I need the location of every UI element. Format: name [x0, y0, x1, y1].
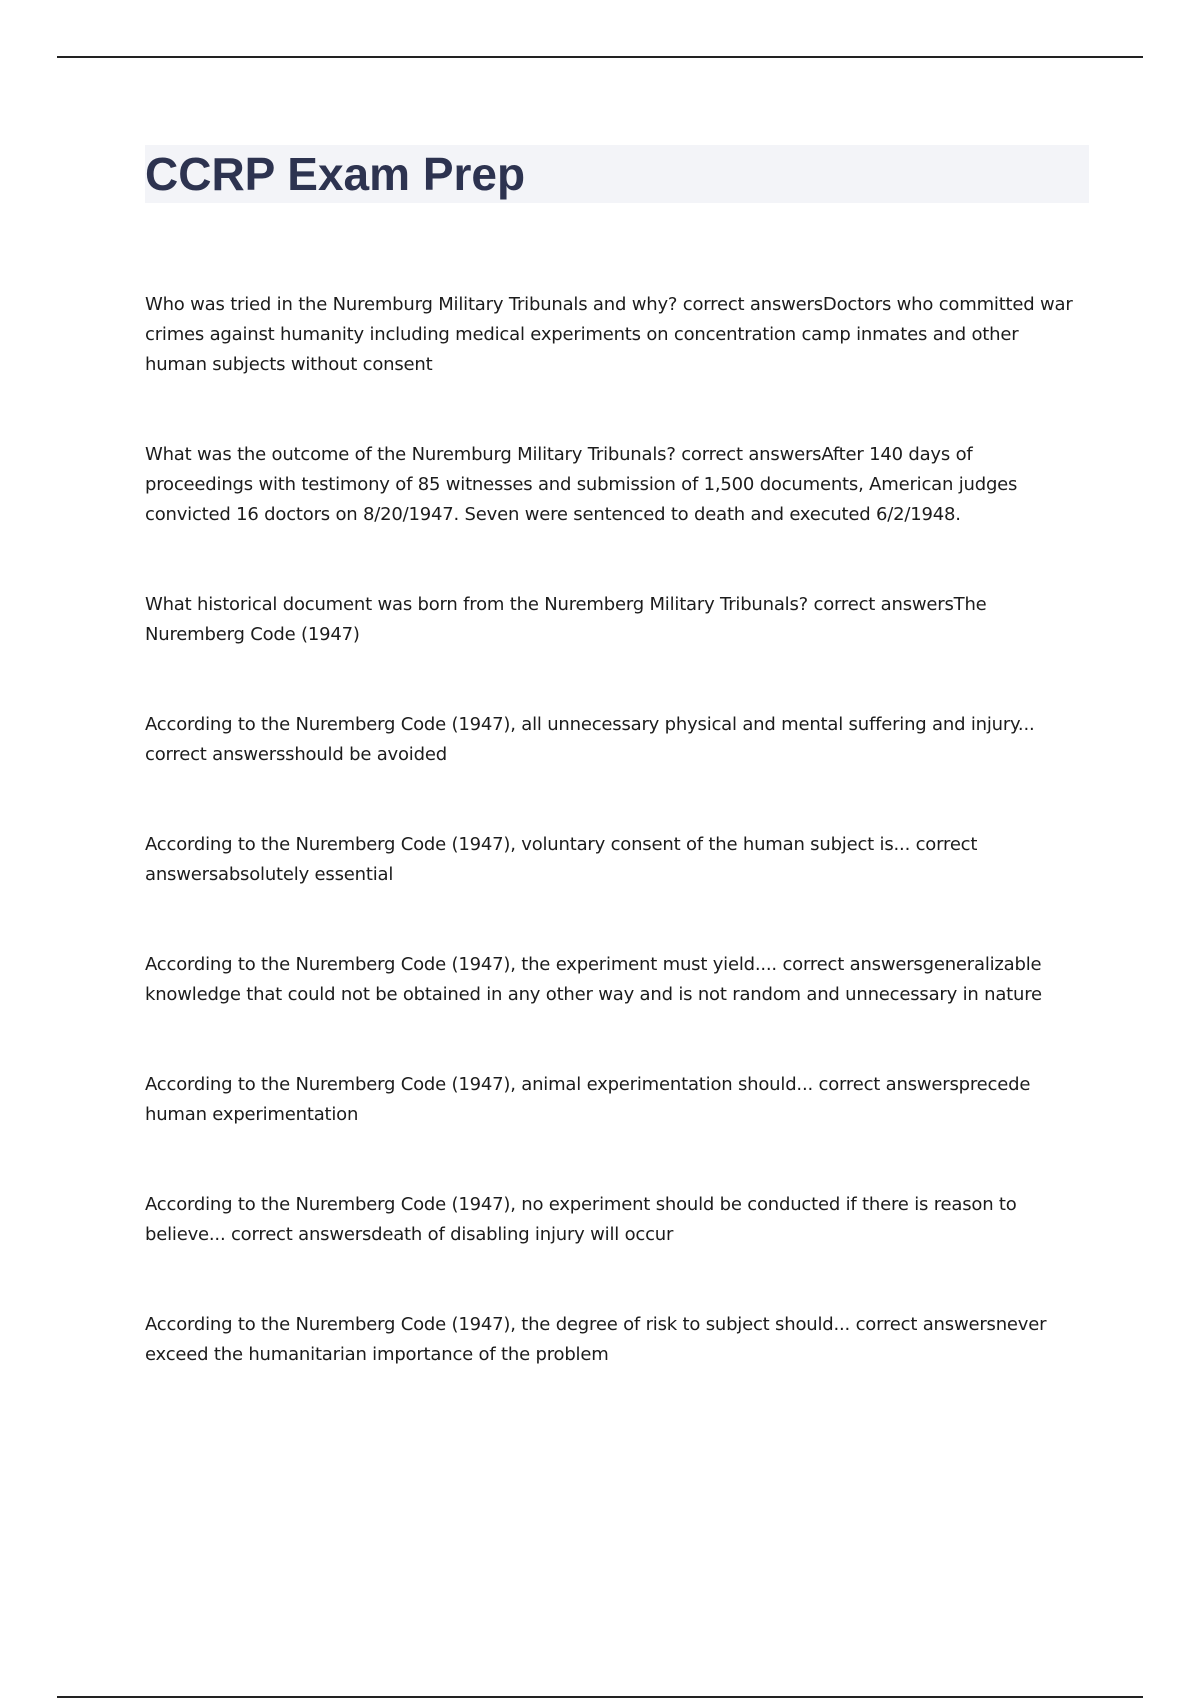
- qa-item-4: According to the Nuremberg Code (1947), all unnecessary physical and mental suffering and injury... correct answersshould be avoided: [145, 714, 1035, 765]
- footer-rule: [57, 1696, 1143, 1698]
- qa-item-6: According to the Nuremberg Code (1947), the experiment must yield.... correct answersgeneralizable knowledge that could not be obtained in any other way and is not random and unnecessary in nature: [145, 954, 1042, 1005]
- qa-list: [145, 290, 1085, 1370]
- qa-item-9: According to the Nuremberg Code (1947), the degree of risk to subject should... correct answersnever exceed the humanitarian importance of the problem: [145, 1314, 1047, 1365]
- page-title: CCRP Exam Prep: [145, 148, 526, 200]
- header-rule: [57, 56, 1143, 58]
- title-banner: [145, 145, 1089, 203]
- qa-item-1: Who was tried in the Nuremburg Military Tribunals and why? correct answersDoctors who committed war crimes against humanity including medical experiments on concentration camp inmates and other human subjects without consent: [145, 294, 1073, 375]
- qa-item-8: According to the Nuremberg Code (1947), no experiment should be conducted if there is reason to believe... correct answersdeath of disabling injury will occur: [145, 1194, 1017, 1245]
- qa-item-7: According to the Nuremberg Code (1947), animal experimentation should... correct answersprecede human experimentation: [145, 1074, 1031, 1125]
- qa-item-2: What was the outcome of the Nuremburg Military Tribunals? correct answersAfter 140 days of proceedings with testimony of 85 witnesses and submission of 1,500 documents, American judges convicted 16 doctors on 8/20/1947. Seven were sentenced to death and executed 6/2/1948.: [145, 444, 1018, 525]
- qa-item-3: What historical document was born from the Nuremberg Military Tribunals? correct answersThe Nuremberg Code (1947): [145, 594, 987, 645]
- qa-item-5: According to the Nuremberg Code (1947), voluntary consent of the human subject is... correct answersabsolutely essential: [145, 834, 978, 885]
